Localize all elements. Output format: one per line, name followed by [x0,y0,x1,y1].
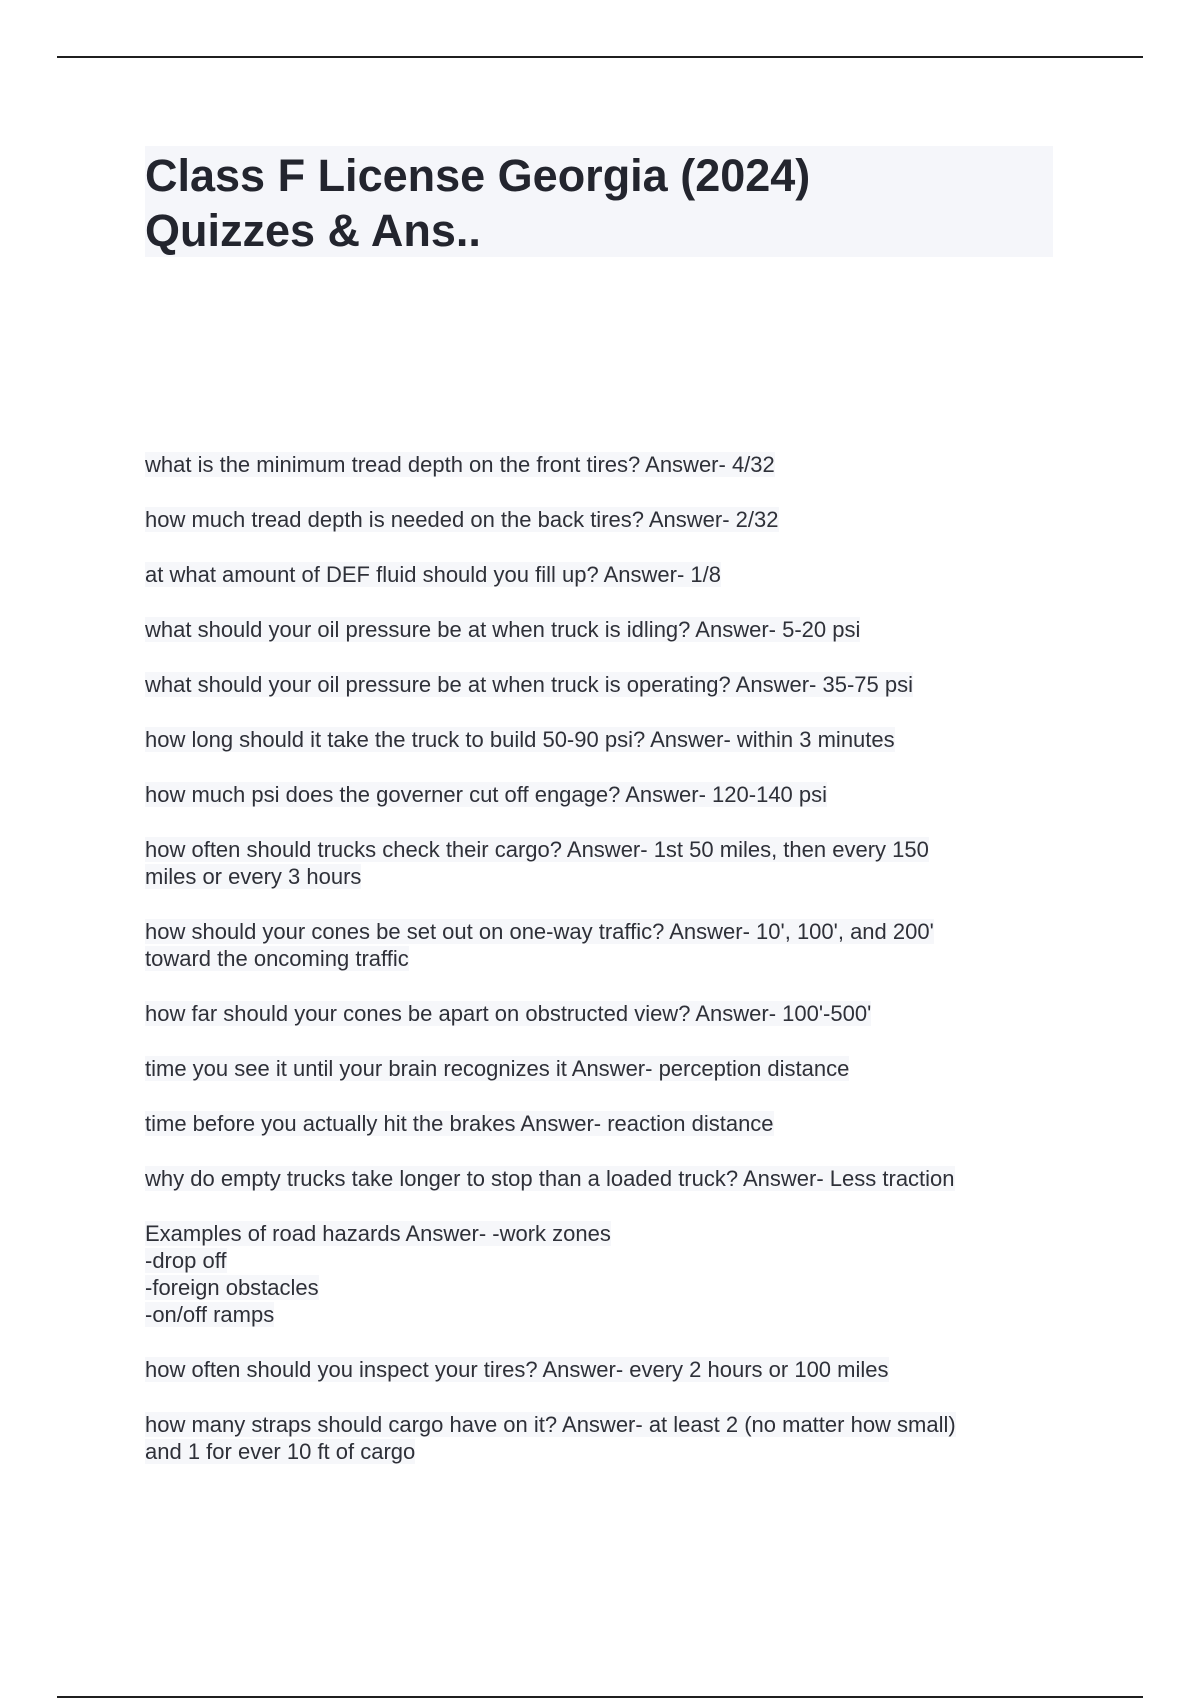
qa-line-text: what is the minimum tread depth on the front tires? Answer- 4/32 [145,452,775,477]
qa-item [145,561,1065,588]
qa-line [145,1274,1065,1301]
qa-line [145,1165,1065,1192]
qa-line [145,506,1065,533]
qa-item [145,1110,1065,1137]
qa-line [145,1055,1065,1082]
qa-line [145,863,1065,890]
qa-line-text: -on/off ramps [145,1302,275,1327]
qa-line [145,1438,1065,1465]
qa-item [145,726,1065,753]
qa-list [145,451,1065,1493]
qa-line-text: time you see it until your brain recognizes it Answer- perception distance [145,1056,850,1081]
page-title [145,148,1045,258]
qa-item [145,506,1065,533]
qa-item [145,616,1065,643]
qa-line [145,561,1065,588]
qa-line [145,1301,1065,1328]
qa-item [145,836,1065,890]
qa-item [145,1411,1065,1465]
qa-item [145,1055,1065,1082]
qa-item [145,1356,1065,1383]
qa-line-text: how much tread depth is needed on the back tires? Answer- 2/32 [145,507,779,532]
qa-item [145,671,1065,698]
qa-line-text: miles or every 3 hours [145,864,362,889]
qa-line [145,781,1065,808]
qa-line-text: how long should it take the truck to build 50-90 psi? Answer- within 3 minutes [145,727,895,752]
qa-line-text: how many straps should cargo have on it? Answer- at least 2 (no matter how small) [145,1412,956,1437]
qa-line [145,918,1065,945]
qa-item [145,918,1065,972]
qa-line-text: why do empty trucks take longer to stop than a loaded truck? Answer- Less traction [145,1166,955,1191]
qa-line-text: -drop off [145,1248,227,1273]
page-title-line-1: Class F License Georgia (2024) [145,150,811,201]
qa-line-text: Examples of road hazards Answer- -work zones [145,1221,611,1246]
qa-item [145,781,1065,808]
qa-line [145,1000,1065,1027]
qa-line [145,1220,1065,1247]
qa-item [145,1220,1065,1328]
qa-line [145,671,1065,698]
top-divider [57,56,1143,58]
qa-line-text: and 1 for ever 10 ft of cargo [145,1439,416,1464]
qa-line-text: how much psi does the governer cut off engage? Answer- 120-140 psi [145,782,828,807]
qa-line-text: time before you actually hit the brakes Answer- reaction distance [145,1111,774,1136]
qa-line-text: -foreign obstacles [145,1275,319,1300]
qa-line-text: toward the oncoming traffic [145,946,409,971]
qa-item [145,1000,1065,1027]
qa-line [145,1247,1065,1274]
qa-item [145,1165,1065,1192]
qa-line-text: how often should trucks check their cargo? Answer- 1st 50 miles, then every 150 [145,837,929,862]
qa-line-text: at what amount of DEF fluid should you fill up? Answer- 1/8 [145,562,721,587]
page-title-line-2: Quizzes & Ans.. [145,205,481,256]
qa-line [145,1356,1065,1383]
qa-item [145,451,1065,478]
qa-line-text: how far should your cones be apart on obstructed view? Answer- 100'-500' [145,1001,872,1026]
qa-line [145,1110,1065,1137]
qa-line-text: what should your oil pressure be at when truck is operating? Answer- 35-75 psi [145,672,913,697]
qa-line [145,616,1065,643]
bottom-divider [57,1696,1143,1698]
qa-line-text: how often should you inspect your tires? Answer- every 2 hours or 100 miles [145,1357,889,1382]
qa-line [145,1411,1065,1438]
qa-line [145,836,1065,863]
qa-line [145,726,1065,753]
qa-line [145,451,1065,478]
qa-line-text: how should your cones be set out on one-way traffic? Answer- 10', 100', and 200' [145,919,934,944]
qa-line-text: what should your oil pressure be at when truck is idling? Answer- 5-20 psi [145,617,861,642]
qa-line [145,945,1065,972]
